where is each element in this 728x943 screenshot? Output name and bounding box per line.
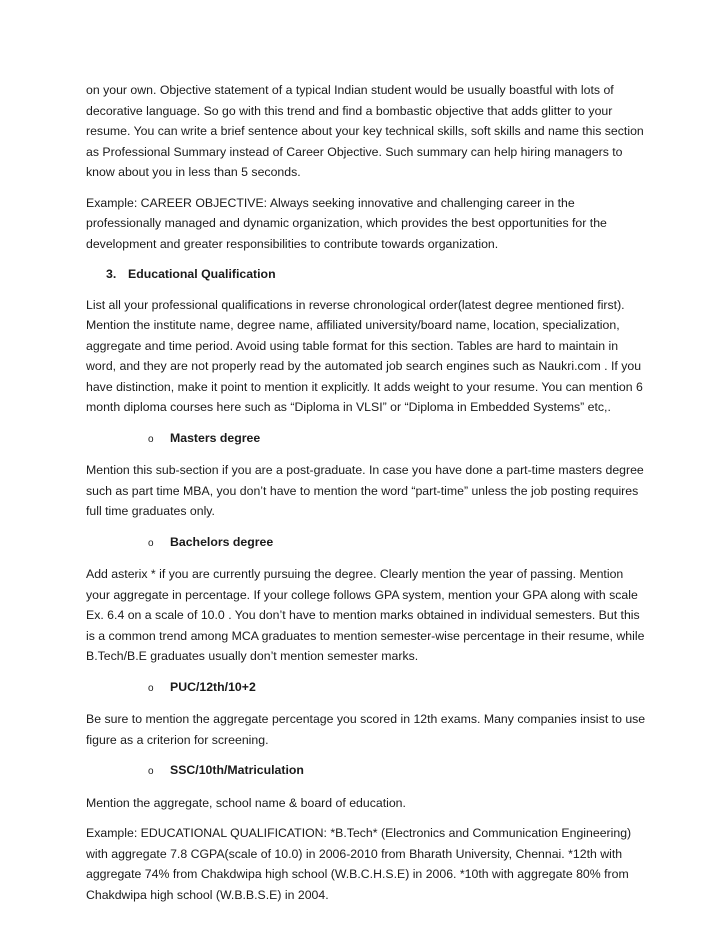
qualification-paragraph: List all your professional qualifications in reverse chronological order(latest degree mentioned first). Mention the institute name, degree name, affiliated university/board name, location, specialization, aggregate and time period. Avoid using table format for this section. Tables are hard to maintain in word, and they are not properly read by the automated job search engines such as Naukri.com . If you have distinction, make it point to mention it explicitly. It adds weight to your resume. You can mention 6 month diploma courses here such as “Diploma in VLSI” or “Diploma in Embedded Systems” etc,. [86, 297, 643, 414]
subheading-bachelors [86, 532, 646, 555]
masters-paragraph: Mention this sub-section if you are a post-graduate. In case you have done a part-time masters degree such as part time MBA, you don’t have to mention the word “part-time” unless the job posting requires full time graduates only. [86, 463, 644, 518]
subheading-masters [86, 428, 646, 451]
subheading-ssc [86, 760, 646, 783]
bullet-icon: o [148, 433, 154, 445]
puc-paragraph: Be sure to mention the aggregate percentage you scored in 12th exams. Many companies insist to use figure as a criterion for screening. [86, 712, 646, 747]
bachelors-paragraph: Add asterix * if you are currently pursuing the degree. Clearly mention the year of passing. Mention your aggregate in percentage. If your college follows GPA system, mention your GPA along with scale Ex. 6.4 on a scale of 10.0 . You don’t have to mention marks obtained in individual semesters. But this is a common trend among MCA graduates to mention semester-wise percentage in their resume, while B.Tech/B.E graduates usually don’t mention semester marks. [86, 567, 645, 663]
subheading-label: PUC/12th/10+2 [170, 679, 256, 694]
career-objective-example: Example: CAREER OBJECTIVE: Always seeking innovative and challenging career in the professionally managed and dynamic organization, which provides the best opportunities for the development and greater responsibilities to contribute towards organization. [86, 195, 607, 251]
bullet-icon: o [148, 537, 154, 549]
intro-paragraph: on your own. Objective statement of a typical Indian student would be usually boastful with lots of decorative language. So go with this trend and find a bombastic objective that adds glitter to your resume. You can write a brief sentence about your key technical skills, soft skills and name this section as Professional Summary instead of Career Objective. Such summary can help hiring managers to know about you in less than 5 seconds. [86, 83, 644, 179]
bullet-icon: o [148, 682, 154, 694]
section-heading-educational-qualification [86, 264, 646, 285]
section-number: 3. [106, 267, 117, 281]
bullet-icon: o [148, 766, 154, 777]
subheading-puc [86, 677, 646, 700]
document-page [86, 80, 646, 915]
subheading-label: Masters degree [170, 430, 261, 445]
subheading-label: SSC/10th/Matriculation [170, 763, 304, 777]
ssc-paragraph: Mention the aggregate, school name & board of education. [86, 795, 406, 810]
education-example-paragraph: Example: EDUCATIONAL QUALIFICATION: *B.Tech* (Electronics and Communication Engineering) with aggregate 7.8 CGPA(scale of 10.0) in 2006-2010 from Bharath University, Chennai. *12th with aggregate 74% from Chakdwipa high school (W.B.C.H.S.E) in 2006. *10th with aggregate 80% from Chakdwipa high school (W.B.B.S.E) in 2004. [86, 826, 632, 902]
section-title: Educational Qualification [128, 267, 276, 281]
subheading-label: Bachelors degree [170, 534, 274, 549]
